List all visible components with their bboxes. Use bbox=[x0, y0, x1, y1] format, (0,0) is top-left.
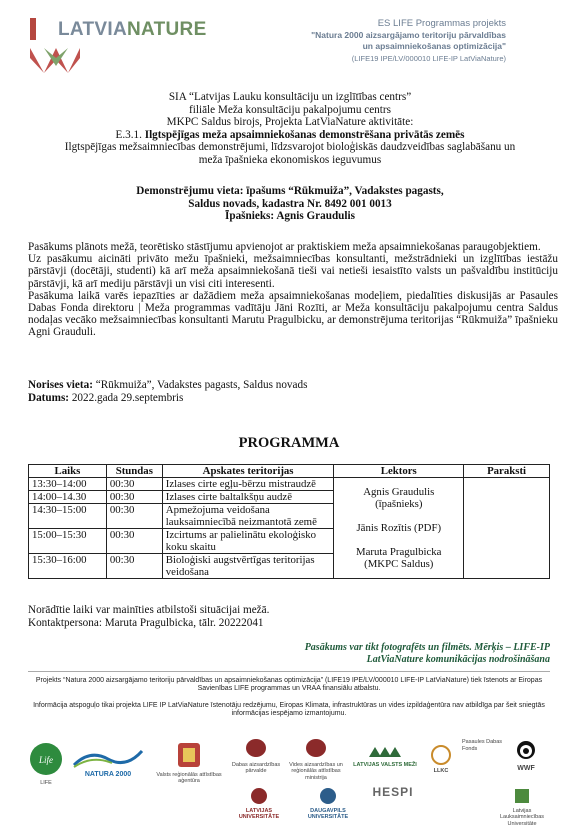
event-date: Datums: 2022.gada 29.septembris bbox=[28, 391, 184, 404]
row-hours: 00:30 bbox=[106, 491, 162, 504]
contact-line: Kontaktpersona: Maruta Pragulbicka, tālr. 20222041 bbox=[28, 616, 264, 629]
lecturer-name: Agnis Graudulis bbox=[363, 486, 435, 498]
varam-logo: Vides aizsardzības un reģionālās attīstības ministrija bbox=[286, 737, 346, 781]
lecturer-name: Maruta Pragulbicka bbox=[356, 546, 442, 558]
activity-line: E.3.1. Ilgtspējīgas meža apsaimniekošanas demonstrēšana privātās zemēs bbox=[115, 128, 465, 141]
header-lecturer: Lektors bbox=[334, 465, 464, 478]
footer-divider bbox=[28, 671, 550, 672]
lecturer-role: (MKPC Saldus) bbox=[364, 558, 434, 570]
table-row bbox=[29, 478, 550, 491]
partner-logos bbox=[28, 735, 550, 827]
life-logo: Life LIFE bbox=[28, 741, 64, 786]
row-time: 14:00–14.30 bbox=[29, 491, 107, 504]
table-header-row bbox=[29, 465, 550, 478]
row-area: Apmežojuma veidošana lauksaimniecībā neizmantotā zemē bbox=[162, 504, 334, 529]
row-area: Izlases cirte egļu-bērzu mistraudzē bbox=[162, 478, 334, 491]
paragraph: Pasākums plānots mežā, teorētisko stāstījumu apvienojot ar praktiskiem meža apsaimniekošanas paraugobjektiem. bbox=[28, 241, 541, 253]
photo-notice bbox=[50, 642, 550, 666]
row-time: 14:30–15:00 bbox=[29, 504, 107, 529]
notes bbox=[28, 604, 269, 629]
intro-block bbox=[20, 91, 560, 167]
dap-logo: Dabas aizsardzības pārvalde bbox=[230, 737, 282, 775]
row-area: Izlases cirte baltalkšņu audzē bbox=[162, 491, 334, 504]
header-time: Laiks bbox=[29, 465, 107, 478]
note-line: Norādītie laiki var mainīties atbilstoši situācijai mežā. bbox=[28, 604, 270, 616]
header-areas: Apskates teritorijas bbox=[162, 465, 334, 478]
project-line: ES LIFE Programmas projekts bbox=[377, 18, 506, 29]
row-time: 13:30–14:00 bbox=[29, 478, 107, 491]
lvm-logo: LATVIJAS VALSTS MEŽI bbox=[350, 745, 420, 768]
svg-text:Life: Life bbox=[38, 755, 54, 765]
du-logo: DAUGAVPILS UNIVERSITĀTE bbox=[296, 787, 360, 821]
demo-line: Demonstrējumu vieta: īpašums “Rūkmuiža”, Vadakstes pagasts, bbox=[136, 185, 444, 197]
disclaimer-note: Informācija atspoguļo tikai projekta LIFE IP LatViaNature īstenotāju redzējumu, Eiropas Klimata, infrastruktūras un vides izpildaģentūra nav atbildīga par šeit sniegtās informācijas iespējamo izmantojumu. bbox=[33, 702, 545, 718]
row-time: 15:30–16:00 bbox=[29, 554, 107, 579]
project-line: (LIFE19 IPE/LV/000010 LIFE-IP LatViaNature) bbox=[351, 53, 506, 63]
row-time: 15:00–15:30 bbox=[29, 529, 107, 554]
header-signatures: Paraksti bbox=[464, 465, 550, 478]
notice-line: Pasākums var tikt fotografēts un filmēts. Mērķis – LIFE-IP bbox=[304, 642, 550, 653]
demo-location bbox=[20, 185, 560, 223]
vraa-logo: Valsts reģionālās attīstības aģentūra bbox=[154, 741, 224, 785]
intro-subline: meža īpašnieka ekonomiskos ieguvumus bbox=[198, 153, 382, 166]
intro-line: SIA “Latvijas Lauku konsultāciju un izglītības centrs” bbox=[168, 91, 412, 103]
program-table bbox=[28, 464, 550, 579]
body-text bbox=[28, 241, 558, 339]
row-hours: 00:30 bbox=[106, 554, 162, 579]
lecturer-role: (īpašnieks) bbox=[375, 498, 423, 510]
project-info bbox=[206, 18, 506, 64]
event-place: Norises vieta: “Rūkmuiža”, Vadakstes pagasts, Saldus novads bbox=[28, 379, 308, 391]
row-area: Izcirtums ar palielinātu ekoloģisko koku skaitu bbox=[162, 529, 334, 554]
natura2000-logo: NATURA 2000 bbox=[72, 745, 144, 778]
intro-line: filiāle Meža konsultāciju pakalpojumu centrs bbox=[189, 103, 391, 116]
program-title: PROGRAMMA bbox=[238, 435, 340, 451]
pdf-logo: Pasaules Dabas Fonds bbox=[462, 739, 503, 752]
latvianature-logo-text: LATVIANATURE bbox=[58, 19, 207, 40]
lecturers-cell bbox=[334, 478, 464, 579]
row-hours: 00:30 bbox=[106, 529, 162, 554]
demo-line: Saldus novads, kadastra Nr. 8492 001 0013 bbox=[188, 197, 392, 210]
signatures-cell bbox=[464, 478, 550, 579]
hespi-logo: HESPI bbox=[372, 785, 414, 799]
project-line: "Natura 2000 aizsargājamo teritoriju pārvaldības bbox=[311, 29, 506, 40]
funding-note: Projekts “Natura 2000 aizsargājamo teritoriju pārvaldības un apsaimniekošanas optimizācija” (LIFE19 IPE/LV/000010 LIFE-IP LatViaNature) tiek īstenots ar Eiropas Savienības LIFE programmas un VRAA finansiālu atbalstu. bbox=[35, 677, 543, 693]
event-info bbox=[28, 379, 307, 404]
wwf-logo: WWF bbox=[506, 739, 546, 772]
demo-owner: Īpašnieks: Agnis Graudulis bbox=[225, 210, 355, 223]
lecturer-name: Jānis Rozītis (PDF) bbox=[356, 522, 442, 534]
llu-logo: Latvijas Lauksaimniecības Universitāte bbox=[494, 787, 550, 827]
intro-subline: Ilgtspējīgas mežsaimniecības demonstrējumi, līdzsvarojot bioloģiskās daudzveidības saglabāšanu un bbox=[64, 141, 516, 154]
intro-line: MKPC Saldus birojs, Projekta LatViaNature aktivitāte: bbox=[166, 116, 414, 129]
header-hours: Stundas bbox=[106, 465, 162, 478]
project-line: un apsaimniekošanas optimizācija" bbox=[362, 41, 506, 51]
paragraph: Pasākuma laikā varēs iepazīties ar dažādiem meža apsaimniekošanas modeļiem, piedalīties diskusijās ar Pasaules Dabas Fonda direktoru | Meža programmas vadītāju Jāni Rozīti, ar Meža konsultāciju pakalpojumu centra Saldus nodaļas vecāko mežsaimniecības konsultanti Marutu Pragulbicku, ar demonstrējuma teritorijas “Rūkmuiža” īpašnieku Agni Grauduli. bbox=[28, 289, 558, 339]
row-hours: 00:30 bbox=[106, 478, 162, 491]
notice-line: LatViaNature komunikācijas nodrošināšana bbox=[366, 654, 550, 665]
llkc-logo: LLKC bbox=[426, 745, 456, 774]
row-hours: 00:30 bbox=[106, 504, 162, 529]
row-area: Bioloģiski augstvērtīgas teritorijas veidošana bbox=[162, 554, 334, 579]
paragraph: Uz pasākumu aicināti privāto mežu īpašnieki, mežsaimniecības konsultanti, mežstrādnieki un izglītības iestāžu pārstāvji (docētāji, studenti) kā arī meža apsaimniekošanā tieši vai netieši iesaistīto valsts un pašvaldību institūciju pārstāvji, kā arī mediju pārstāvji un visi citi interesenti. bbox=[28, 253, 558, 290]
lu-logo: LATVIJAS UNIVERSITĀTE bbox=[228, 787, 290, 821]
